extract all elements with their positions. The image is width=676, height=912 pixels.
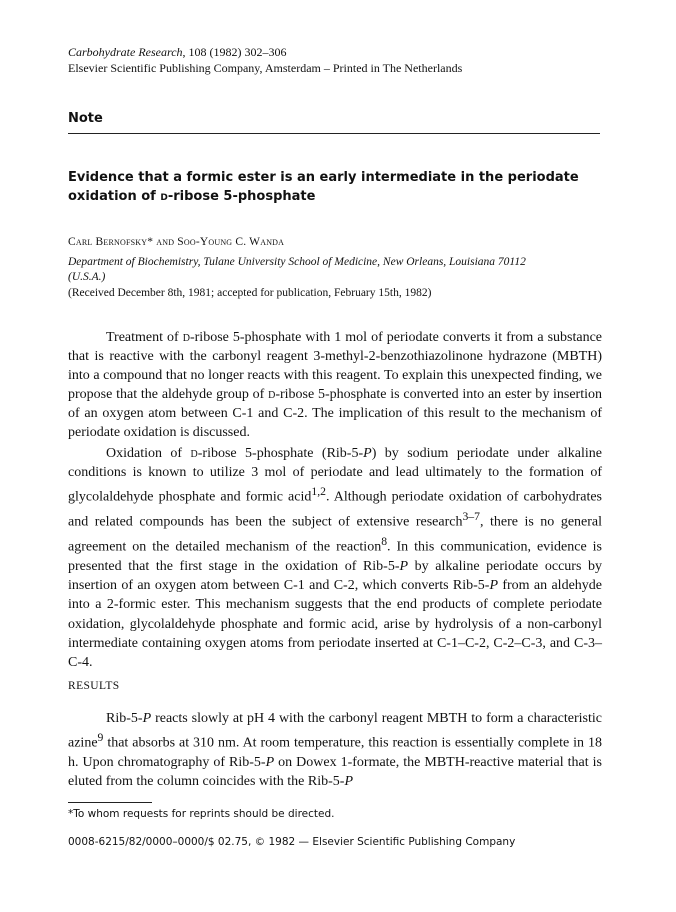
citation-ref: 8 — [381, 535, 388, 549]
affiliation: Department of Biochemistry, Tulane University School of Medicine, New Orleans, Louisiana 70112 (U.S.A.) — [68, 256, 526, 283]
section-label: Note — [68, 111, 103, 126]
citation-ref: 9 — [97, 731, 104, 745]
title-line-2: oxidation of d-ribose 5-phosphate — [68, 189, 316, 204]
citation-ref: 1,2 — [311, 485, 326, 499]
citation-ref: 3–7 — [462, 510, 480, 524]
article-title — [68, 168, 608, 206]
journal-citation — [68, 44, 462, 60]
body-text — [68, 444, 602, 672]
header-divider — [68, 133, 600, 134]
results-text — [68, 709, 602, 791]
journal-header — [68, 44, 462, 76]
journal-ref: , 108 (1982) 302–306 — [182, 45, 287, 59]
journal-name: Carbohydrate Research — [68, 45, 183, 59]
footnote-divider — [68, 802, 152, 803]
authors: Carl Bernofsky* and Soo-Young C. Wanda — [68, 236, 285, 248]
title-line-1: Evidence that a formic ester is an early intermediate in the periodate — [68, 170, 579, 185]
body-paragraph: Oxidation of d-ribose 5-phosphate (Rib-5-P) by sodium periodate under alkaline conditions is known to utilize 3 mol of periodate and lead ultimately to the formation of glycolaldehyde phosphate and formic acid$^{1,2}$. Although periodate oxidation of carbohydrates and related compounds has been the subject of extensive research$^{3-7}$, there is no general agreement on the detailed mechanism of the reaction$^8$. In this communication, evidence is presented that the first stage in the oxidation of Rib-5-P by alkaline periodate occurs by insertion of an oxygen atom between C-1 and C-2, which converts Rib-5-P from an aldehyde into a 2-formic ester. This mechanism suggests that the end products of complete periodate oxidation, glycolaldehyde phosphate and formic acid, arise by hydrolysis of a non-carbonyl intermediate containing oxygen atoms from periodate inserted at C-1–C-2, C-2–C-3, and C-3–C-4. — [68, 446, 603, 670]
abstract — [68, 328, 602, 442]
section-heading-results: RESULTS — [68, 680, 120, 692]
publisher-line: Elsevier Scientific Publishing Company, Amsterdam – Printed in The Netherlands — [68, 61, 463, 75]
footnote: *To whom requests for reprints should be directed. — [68, 808, 335, 820]
results-paragraph: Rib-5-P reacts slowly at pH 4 with the carbonyl reagent MBTH to form a characteristic azine$^9$ that absorbs at 310 nm. At room temperature, this reaction is essentially complete in 18 h. Upon chromatography of Rib-5-P on Dowex 1-formate, the MBTH-reactive material that is eluted from the column coincides with the Rib-5-P — [68, 711, 602, 790]
abstract-paragraph: Treatment of d-ribose 5-phosphate with 1 mol of periodate converts it from a substance that is reactive with the carbonyl reagent 3-methyl-2-benzothiazolinone hydrazone (MBTH) into a compound that no longer reacts with this reagent. To explain this unexpected finding, we propose that the aldehyde group of d-ribose 5-phosphate is converted into an ester by insertion of an oxygen atom between C-1 and C-2. The implication of this result to the mechanism of periodate oxidation is discussed. — [68, 330, 603, 440]
received-dates: (Received December 8th, 1981; accepted for publication, February 15th, 1982) — [68, 287, 432, 299]
copyright-line: 0008-6215/82/0000–0000/$ 02.75, © 1982 — Elsevier Scientific Publishing Company — [68, 836, 516, 848]
